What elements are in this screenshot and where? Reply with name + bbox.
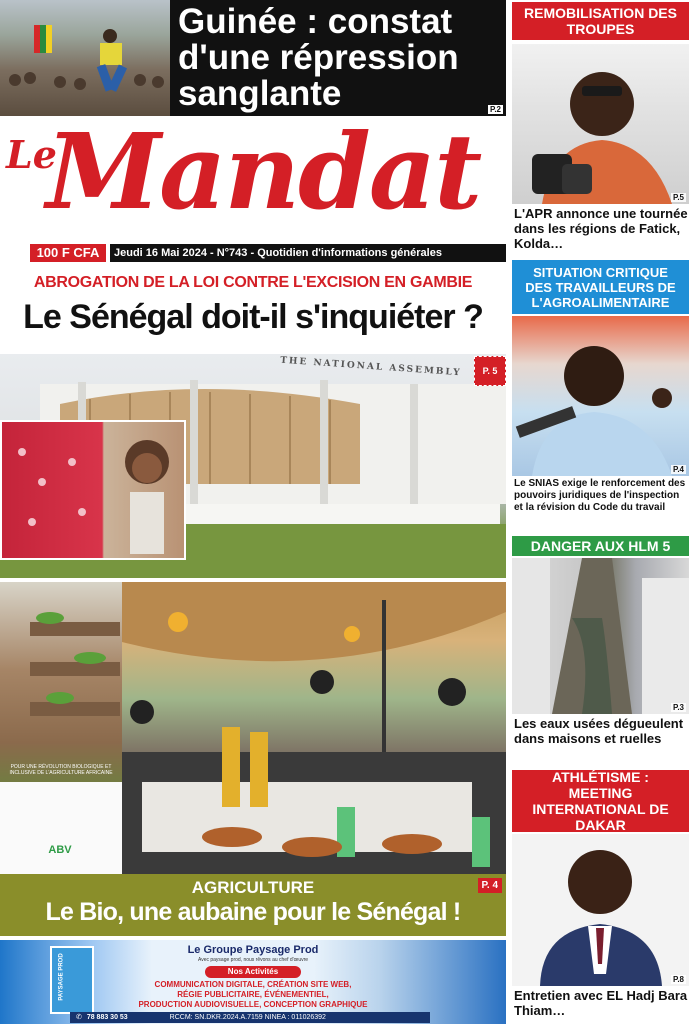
ad-title: Le Groupe Paysage Prod xyxy=(187,944,319,956)
ad-service-3: PRODUCTION AUDIOVISUELLE, CONCEPTION GRAPHIQUE xyxy=(138,1000,368,1009)
speaker-portrait-icon xyxy=(512,44,689,204)
child-photo-icon xyxy=(2,422,180,554)
issue-line: Jeudi 16 Mai 2024 - N°743 - Quotidien d'informations générales xyxy=(110,244,506,262)
agri-inset-caption: POUR UNE RÉVOLUTION BIOLOGIQUE ET INCLUSIVE DE L'AGRICULTURE AFRICAINE xyxy=(9,764,113,776)
sidebar-text-apr: L'APR annonce une tournée dans les régions de Fatick, Kolda… xyxy=(514,206,688,251)
assembly-photo xyxy=(0,354,506,578)
sidebar-photo-athletics xyxy=(512,834,689,986)
sidebar xyxy=(510,0,691,1024)
sidebar-page-athletics: P.8 xyxy=(673,975,684,984)
sidebar-text-snias: Le SNIAS exige le renforcement des pouvoirs juridiques de l'inspection et la révision du Code du travail xyxy=(514,478,686,513)
main-story-page: P. 5 xyxy=(474,356,506,386)
interviewee-portrait-icon xyxy=(512,834,689,986)
sidebar-photo-snias xyxy=(512,316,689,476)
main-story[interactable] xyxy=(0,268,506,578)
ad-phone: 78 883 30 53 xyxy=(86,1014,128,1021)
ad-service-1: COMMUNICATION DIGITALE, CRÉATION SITE WEB, xyxy=(154,980,352,989)
agri-headline: Le Bio, une aubaine pour le Sénégal ! xyxy=(45,898,461,926)
sidebar-page-hlm: P.3 xyxy=(673,703,684,712)
main-story-kicker: ABROGATION DE LA LOI CONTRE L'EXCISION EN GAMBIE xyxy=(33,274,473,291)
ad-footer xyxy=(70,1012,430,1023)
masthead-le: Le xyxy=(6,132,57,177)
sidebar-item-apr[interactable] xyxy=(510,0,691,258)
child-inset-photo xyxy=(0,420,186,560)
sidebar-item-snias[interactable] xyxy=(510,258,691,534)
ad-logo-text: PAYSAGE PROD xyxy=(58,953,65,1001)
sidebar-photo-hlm xyxy=(512,558,689,714)
restaurant-photo xyxy=(122,582,506,874)
top-story-page: P.2 xyxy=(490,105,501,114)
ad-service-2: RÉGIE PUBLICITAIRE, ÉVÉNEMENTIEL, xyxy=(177,990,329,999)
agri-kicker: AGRICULTURE xyxy=(191,878,315,897)
assembly-sign: THE NATIONAL ASSEMBLY xyxy=(279,355,462,379)
sidebar-page-apr: P.5 xyxy=(673,193,684,202)
garden-inset-photo xyxy=(0,582,122,874)
agri-story[interactable] xyxy=(0,582,506,940)
abv-logo: ABV xyxy=(48,844,72,856)
ad-registration: RCCM: SN.DKR.2024.A.7159 NINEA : 011026392 xyxy=(169,1014,326,1021)
ad-tagline: Avec paysage prod, nous rêvons au chef d'œuvre xyxy=(197,957,309,963)
paysage-prod-ad[interactable] xyxy=(0,940,506,1024)
sidebar-page-snias: P.4 xyxy=(673,465,684,474)
sidebar-header-apr: REMOBILISATION DES TROUPES xyxy=(512,2,689,40)
restaurant-scene-icon xyxy=(122,582,506,874)
sidebar-item-athletics[interactable] xyxy=(510,768,691,1024)
agri-page: P. 4 xyxy=(478,878,503,893)
garden-wall-icon xyxy=(0,582,122,874)
protest-crowd-icon xyxy=(0,0,170,116)
masthead xyxy=(0,110,506,244)
top-story-block[interactable] xyxy=(170,0,506,116)
sidebar-photo-apr xyxy=(512,44,689,204)
sidebar-header-athletics: ATHLÉTISME : MEETING INTERNATIONAL DE DAKAR xyxy=(512,770,689,832)
sidebar-header-snias: SITUATION CRITIQUE DES TRAVAILLEURS DE L'AGROALIMENTAIRE xyxy=(512,260,689,314)
sidebar-header-hlm: DANGER AUX HLM 5 xyxy=(512,536,689,556)
price-tag: 100 F CFA xyxy=(30,244,106,262)
agri-banner xyxy=(0,874,506,936)
main-story-headline: Le Sénégal doit-il s'inquiéter ? xyxy=(23,298,483,336)
unionist-portrait-icon xyxy=(512,316,689,476)
phone-icon: ✆ xyxy=(76,1014,82,1021)
masthead-title: Mandat xyxy=(46,110,481,233)
ad-activities-label: Nos Activités xyxy=(205,966,301,978)
sidebar-item-hlm[interactable] xyxy=(510,534,691,768)
top-story-headline: Guinée : constat d'une répression sanglante xyxy=(178,2,459,113)
sidebar-text-athletics: Entretien avec EL Hadj Bara Thiam… xyxy=(514,988,688,1018)
sewage-street-icon xyxy=(512,558,689,714)
top-story-photo xyxy=(0,0,170,116)
sidebar-text-hlm: Les eaux usées dégueulent dans maisons et ruelles xyxy=(514,716,684,746)
